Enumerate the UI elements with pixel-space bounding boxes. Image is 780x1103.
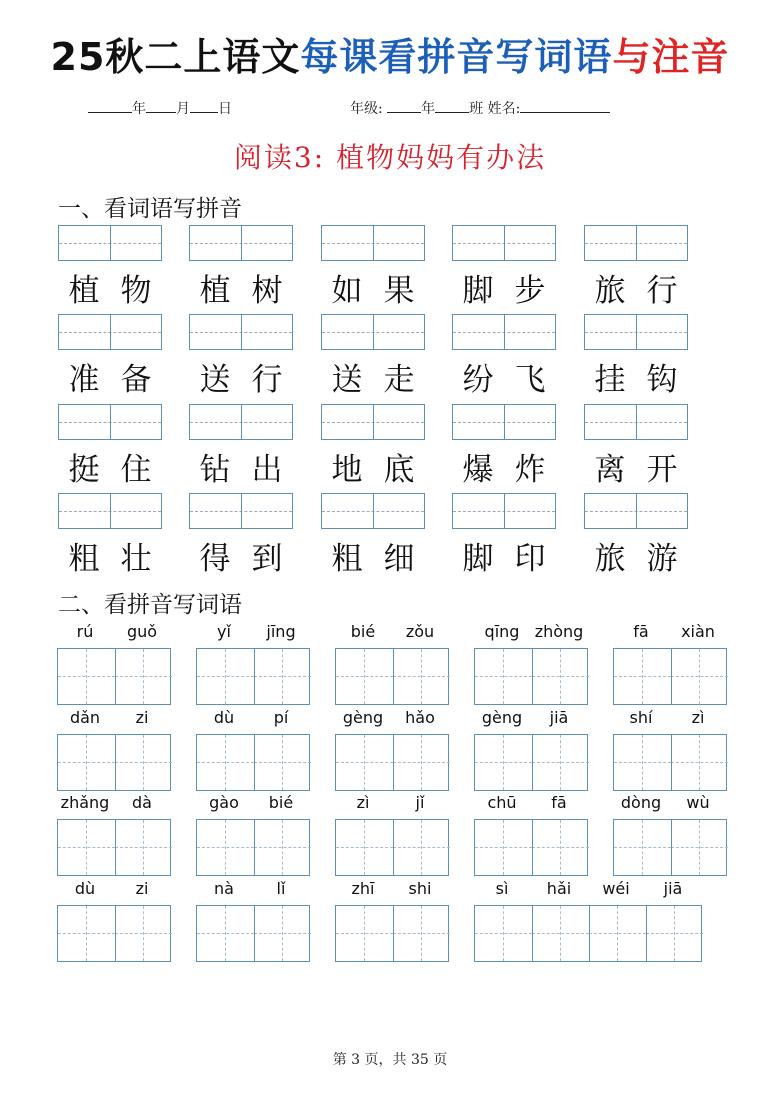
tianzige-cell[interactable]: [475, 906, 532, 961]
title-part-red: 与注音: [612, 35, 730, 79]
pinyin-syllable: zi: [135, 708, 149, 727]
vocab-word: [58, 265, 162, 310]
pinyin-syllable: zì: [691, 708, 705, 727]
pinyin-write-box[interactable]: [189, 493, 293, 529]
pinyin-syllable: zi: [135, 879, 149, 898]
vocab-char: 印: [514, 541, 546, 577]
tianzige-cell[interactable]: [254, 820, 311, 875]
vocab-char: 纷: [462, 362, 494, 398]
tianzige-cell[interactable]: [58, 820, 115, 875]
pinyin-syllable: dòng: [620, 793, 662, 812]
pinyin-write-box[interactable]: [321, 404, 425, 440]
pinyin-syllable: gào: [209, 793, 239, 812]
pinyin-syllable: guǒ: [126, 622, 158, 641]
title-part-blue: 每课看拼音写词语: [300, 35, 613, 79]
pinyin-syllable: bié: [268, 793, 294, 812]
tianzige-grid[interactable]: [613, 734, 727, 791]
tianzige-grid[interactable]: [196, 734, 310, 791]
vocab-char: 走: [383, 362, 415, 398]
pinyin-syllable: nà: [214, 879, 234, 898]
vocab-char: 脚: [462, 541, 494, 577]
vocab-char: 爆: [462, 452, 494, 488]
vocab-char: 钻: [199, 452, 231, 488]
vocab-word: [58, 354, 162, 399]
pinyin-write-box[interactable]: [321, 493, 425, 529]
vocab-char: 出: [251, 452, 283, 488]
vocab-char: 开: [646, 452, 678, 488]
tianzige-grid[interactable]: [474, 734, 588, 791]
pinyin-syllable: dǎn: [69, 708, 101, 727]
pinyin-syllable: zì: [356, 793, 370, 812]
pinyin-write-box[interactable]: [189, 225, 293, 261]
pinyin-write-box[interactable]: [58, 225, 162, 261]
pinyin-write-box[interactable]: [189, 404, 293, 440]
vocab-char: 游: [646, 541, 678, 577]
tianzige-cell[interactable]: [336, 735, 393, 790]
tianzige-grid[interactable]: [335, 734, 449, 791]
pinyin-syllable: fā: [551, 793, 567, 812]
vocab-char: 准: [68, 362, 100, 398]
pinyin-syllable: jīng: [266, 622, 296, 641]
pinyin-syllable: zhī: [351, 879, 375, 898]
pinyin-syllable: fā: [633, 622, 649, 641]
pinyin-syllable: zǒu: [405, 622, 435, 641]
lesson-title: 阅读3: 植物妈妈有办法: [233, 141, 547, 174]
pinyin-syllable: pí: [273, 708, 289, 727]
pinyin-syllable: hǎo: [405, 708, 435, 727]
vocab-word: [321, 533, 425, 578]
day-blank: [190, 100, 218, 113]
tianzige-cell[interactable]: [671, 735, 728, 790]
pinyin-write-box[interactable]: [584, 404, 688, 440]
vocab-word: [321, 354, 425, 399]
tianzige-cell[interactable]: [614, 820, 671, 875]
section-1-heading: 一、看词语写拼音: [58, 196, 242, 222]
vocab-char: 物: [120, 273, 152, 309]
tianzige-cell[interactable]: [475, 735, 532, 790]
tianzige-grid[interactable]: [196, 819, 310, 876]
year-blank: [88, 100, 132, 113]
pinyin-write-box[interactable]: [321, 314, 425, 350]
tianzige-cell[interactable]: [336, 820, 393, 875]
month-blank: [146, 100, 176, 113]
vocab-char: 植: [199, 273, 231, 309]
tianzige-cell[interactable]: [475, 649, 532, 704]
vocab-word: [189, 533, 293, 578]
vocab-char: 粗: [68, 541, 100, 577]
vocab-char: 壮: [120, 541, 152, 577]
tianzige-grid[interactable]: [335, 905, 449, 962]
tianzige-cell[interactable]: [254, 649, 311, 704]
vocab-word: [58, 444, 162, 489]
tianzige-cell[interactable]: [532, 649, 589, 704]
pinyin-write-box[interactable]: [58, 493, 162, 529]
name-blank: [520, 100, 610, 113]
vocab-char: 旅: [594, 541, 626, 577]
tianzige-cell[interactable]: [58, 735, 115, 790]
grade-year-label: 年: [421, 101, 436, 117]
vocab-word: [452, 354, 556, 399]
tianzige-cell[interactable]: [393, 649, 450, 704]
vocab-char: 如: [331, 273, 363, 309]
vocab-word: [189, 444, 293, 489]
pinyin-write-box[interactable]: [584, 225, 688, 261]
vocab-char: 果: [383, 273, 415, 309]
tianzige-cell[interactable]: [197, 820, 254, 875]
tianzige-cell[interactable]: [393, 820, 450, 875]
vocab-char: 步: [514, 273, 546, 309]
vocab-char: 送: [331, 362, 363, 398]
page-footer: 第 3 页，共 35 页: [332, 1052, 448, 1068]
grade-line: [350, 98, 610, 118]
tianzige-cell[interactable]: [532, 735, 589, 790]
tianzige-cell[interactable]: [58, 649, 115, 704]
tianzige-cell[interactable]: [646, 906, 703, 961]
vocab-char: 得: [199, 541, 231, 577]
pinyin-syllable: zhòng: [534, 622, 584, 641]
vocab-word: [452, 533, 556, 578]
tianzige-cell[interactable]: [475, 820, 532, 875]
pinyin-syllable: jiā: [549, 708, 569, 727]
tianzige-cell[interactable]: [532, 820, 589, 875]
pinyin-syllable: shí: [629, 708, 653, 727]
tianzige-grid[interactable]: [474, 905, 702, 962]
class-blank: [435, 100, 469, 113]
vocab-char: 旅: [594, 273, 626, 309]
tianzige-cell[interactable]: [197, 735, 254, 790]
tianzige-cell[interactable]: [197, 906, 254, 961]
tianzige-grid[interactable]: [335, 819, 449, 876]
tianzige-grid[interactable]: [335, 648, 449, 705]
tianzige-cell[interactable]: [589, 906, 646, 961]
pinyin-write-box[interactable]: [58, 404, 162, 440]
pinyin-syllable: bié: [350, 622, 376, 641]
tianzige-cell[interactable]: [336, 906, 393, 961]
tianzige-cell[interactable]: [671, 820, 728, 875]
title-part-black: 25秋二上语文: [50, 35, 301, 79]
vocab-char: 飞: [514, 362, 546, 398]
tianzige-cell[interactable]: [614, 649, 671, 704]
tianzige-cell[interactable]: [254, 735, 311, 790]
vocab-char: 离: [594, 452, 626, 488]
vocab-char: 钩: [646, 362, 678, 398]
vocab-word: [584, 444, 688, 489]
vocab-word: [584, 265, 688, 310]
vocab-word: [452, 265, 556, 310]
vocab-char: 树: [251, 273, 283, 309]
vocab-char: 粗: [331, 541, 363, 577]
vocab-char: 行: [251, 362, 283, 398]
pinyin-syllable: sì: [495, 879, 509, 898]
tianzige-cell[interactable]: [532, 906, 589, 961]
pinyin-syllable: qīng: [484, 622, 520, 641]
vocab-word: [189, 265, 293, 310]
pinyin-syllable: chū: [487, 793, 517, 812]
pinyin-write-box[interactable]: [58, 314, 162, 350]
tianzige-grid[interactable]: [196, 905, 310, 962]
tianzige-grid[interactable]: [474, 819, 588, 876]
section-2-heading: 二、看拼音写词语: [58, 592, 242, 618]
vocab-char: 备: [120, 362, 152, 398]
pinyin-syllable: gèng: [481, 708, 523, 727]
pinyin-write-box[interactable]: [189, 314, 293, 350]
pinyin-write-box[interactable]: [452, 225, 556, 261]
tianzige-grid[interactable]: [57, 819, 171, 876]
tianzige-cell[interactable]: [115, 820, 172, 875]
pinyin-write-box[interactable]: [452, 493, 556, 529]
tianzige-grid[interactable]: [57, 734, 171, 791]
pinyin-write-box[interactable]: [584, 493, 688, 529]
vocab-word: [452, 444, 556, 489]
pinyin-syllable: hǎi: [546, 879, 572, 898]
pinyin-write-box[interactable]: [452, 314, 556, 350]
vocab-char: 住: [120, 452, 152, 488]
tianzige-cell[interactable]: [115, 649, 172, 704]
tianzige-cell[interactable]: [115, 906, 172, 961]
tianzige-cell[interactable]: [336, 649, 393, 704]
pinyin-write-box[interactable]: [321, 225, 425, 261]
vocab-char: 地: [331, 452, 363, 488]
tianzige-grid[interactable]: [196, 648, 310, 705]
month-label: 月: [176, 101, 190, 117]
tianzige-cell[interactable]: [393, 735, 450, 790]
tianzige-cell[interactable]: [614, 735, 671, 790]
tianzige-cell[interactable]: [671, 649, 728, 704]
pinyin-syllable: jǐ: [415, 793, 425, 812]
tianzige-cell[interactable]: [197, 649, 254, 704]
tianzige-cell[interactable]: [115, 735, 172, 790]
pinyin-syllable: wéi: [602, 879, 630, 898]
vocab-word: [321, 265, 425, 310]
vocab-char: 植: [68, 273, 100, 309]
tianzige-grid[interactable]: [613, 819, 727, 876]
grade-blank: [387, 100, 421, 113]
vocab-char: 送: [199, 362, 231, 398]
pinyin-syllable: dà: [132, 793, 152, 812]
vocab-word: [321, 444, 425, 489]
year-label: 年: [132, 101, 146, 117]
pinyin-syllable: dù: [74, 879, 96, 898]
vocab-char: 炸: [514, 452, 546, 488]
vocab-char: 细: [383, 541, 415, 577]
vocab-char: 脚: [462, 273, 494, 309]
vocab-word: [58, 533, 162, 578]
pinyin-syllable: shi: [408, 879, 432, 898]
page-title: [0, 35, 780, 79]
vocab-word: [584, 533, 688, 578]
vocab-word: [189, 354, 293, 399]
pinyin-write-box[interactable]: [584, 314, 688, 350]
class-label: 班: [469, 101, 484, 117]
pinyin-syllable: rú: [76, 622, 94, 641]
pinyin-write-box[interactable]: [452, 404, 556, 440]
pinyin-syllable: xiàn: [681, 622, 715, 641]
vocab-word: [584, 354, 688, 399]
vocab-char: 挂: [594, 362, 626, 398]
tianzige-cell[interactable]: [254, 906, 311, 961]
tianzige-cell[interactable]: [58, 906, 115, 961]
tianzige-grid[interactable]: [57, 648, 171, 705]
grade-label: 年级:: [350, 101, 383, 117]
date-line: [88, 98, 232, 118]
pinyin-syllable: zhǎng: [60, 793, 110, 812]
pinyin-syllable: wù: [686, 793, 710, 812]
day-label: 日: [218, 101, 232, 117]
vocab-char: 挺: [68, 452, 100, 488]
vocab-char: 底: [383, 452, 415, 488]
pinyin-syllable: gèng: [342, 708, 384, 727]
tianzige-grid[interactable]: [613, 648, 727, 705]
tianzige-grid[interactable]: [474, 648, 588, 705]
pinyin-syllable: lǐ: [276, 879, 286, 898]
pinyin-syllable: yǐ: [217, 622, 231, 641]
vocab-char: 到: [251, 541, 283, 577]
pinyin-syllable: dù: [213, 708, 235, 727]
pinyin-syllable: jiā: [663, 879, 683, 898]
tianzige-grid[interactable]: [57, 905, 171, 962]
name-label: 姓名:: [487, 101, 521, 117]
vocab-char: 行: [646, 273, 678, 309]
tianzige-cell[interactable]: [393, 906, 450, 961]
